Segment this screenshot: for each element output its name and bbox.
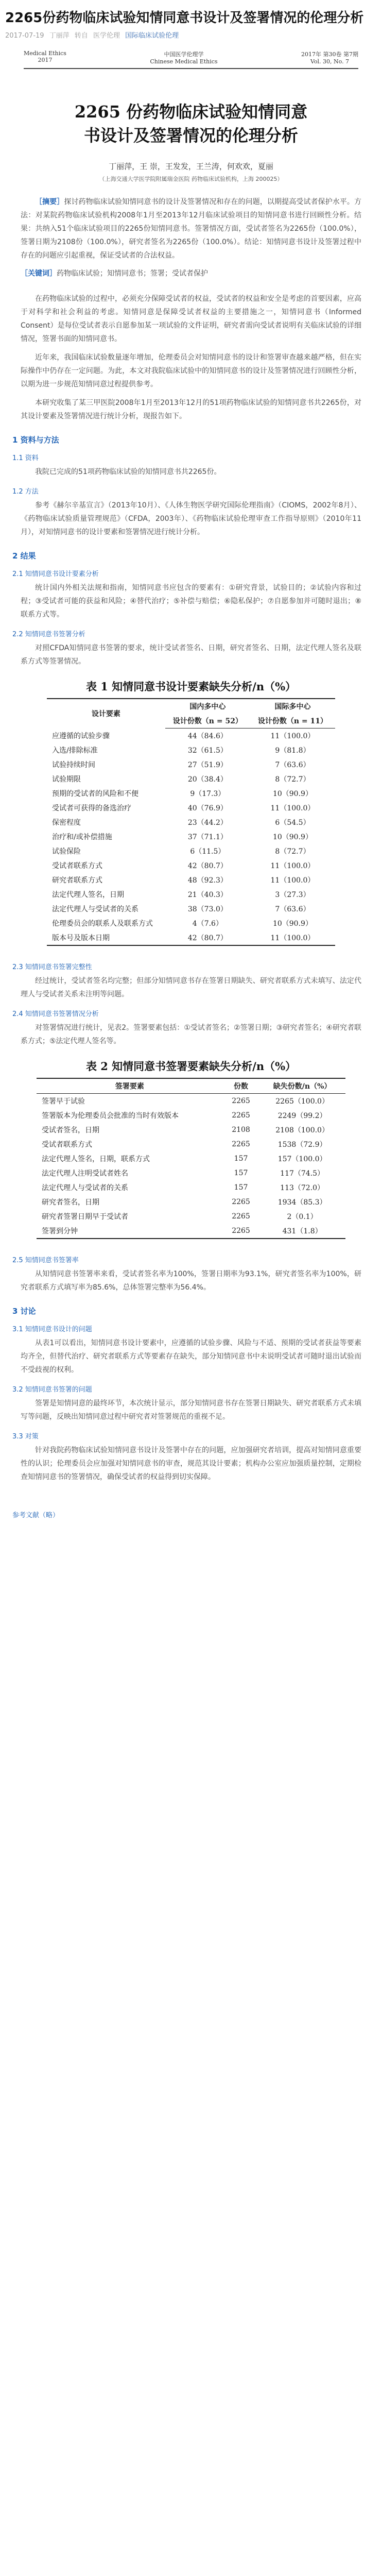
table-1-cell: 42（80.7） [165, 930, 250, 945]
table-1-cell: 3（27.3） [275, 891, 310, 899]
table-1-subheader-domestic: 设计份数（n = 52） [165, 714, 250, 728]
table-1-title: 表 1 知情同意书设计要素缺失分析/n（%） [85, 680, 297, 693]
journal-year: 2017 [38, 57, 53, 63]
table-1-subheader-international: 设计份数（n = 11） [250, 714, 335, 728]
table-2-header-count: 份数 [223, 1078, 259, 1094]
table-1-cell: 应遵循的试验步骤 [52, 732, 110, 740]
subsection-heading: 3.3 对策 [12, 1433, 39, 1440]
table-1-cell: 4（7.6） [192, 920, 223, 928]
table-2-cell: 研究者签署日期早于受试者 [42, 1213, 128, 1221]
table-1-cell: 10（90.9） [272, 833, 312, 841]
article-title-line-2: 书设计及签署情况的伦理分析 [83, 126, 298, 145]
table-2 [37, 1078, 345, 1239]
table-2-cell: 157 [234, 1169, 248, 1177]
post-meta [0, 30, 382, 45]
table-1-cell: 42（80.7） [187, 862, 228, 870]
section-heading: 2 结果 [12, 551, 36, 561]
table-1-cell: 试验保险 [52, 848, 81, 856]
table-1-cell: 试验持续时间 [52, 761, 95, 769]
table-2-cell: 研究者签名，日期 [42, 1198, 99, 1207]
table-2-cell: 签署早于试验 [42, 1097, 85, 1106]
table-2-row [37, 1209, 345, 1224]
post-title: 2265份药物临床试验知情同意书设计及签署情况的伦理分析 [5, 10, 364, 26]
table-2-cell: 2265（100.0） [275, 1097, 329, 1106]
table-2-cell: 157（100.0） [277, 1155, 327, 1163]
table-1-cell: 7（63.6） [275, 761, 310, 769]
journal-header [24, 50, 358, 69]
table-2-cell: 签署版本为伦理委员会批准的当时有效版本 [42, 1112, 179, 1120]
table-1-row [47, 801, 335, 815]
table-1-cell: 保密程度 [52, 819, 81, 827]
intro-paragraph: 近年来，我国临床试验数量逐年增加，伦理委员会对知情同意书的设计和签署审查越来越严格，但在实际操作中仍存在一定问题。为此，本文对我院临床试验中的知情同意书的设计及签署情况进行回顾性分析，以期为进一步规范知情同意过程提供参考。 [21, 353, 361, 388]
table-1-cell: 受试者可获得的备选治疗 [52, 804, 131, 812]
table-2-cell: 法定代理人与受试者的关系 [42, 1184, 128, 1192]
table-1-row [47, 829, 335, 844]
table-1-cell: 6（11.5） [190, 848, 225, 856]
table-2-cell: 2265 [232, 1097, 250, 1105]
table-1-row [47, 930, 335, 945]
table-1-cell: 44（84.6） [187, 732, 228, 740]
table-1-cell: 48（92.3） [187, 876, 228, 885]
section-heading: 1 资料与方法 [12, 435, 59, 445]
table-1-cell: 27（51.9） [187, 761, 228, 769]
table-1-cell: 11（100.0） [250, 930, 335, 945]
table-1-row [47, 743, 335, 757]
section-text: 经过统计，受试者签名均完整；但部分知情同意书存在签署日期缺失、研究者联系方式未填写、法定代理人与受试者关系未注明等问题。 [21, 977, 361, 998]
table-1-cell: 10（90.9） [272, 790, 312, 798]
table-2-cell: 117（74.5） [280, 1170, 325, 1178]
table-2-cell: 1538（72.9） [277, 1141, 327, 1149]
table-1-cell: 7（63.6） [275, 905, 310, 913]
table-1-cell: 9（17.3） [190, 790, 225, 798]
table-1-header-international: 国际多中心 [250, 699, 335, 714]
table-1-cell: 研究者联系方式 [52, 876, 102, 885]
table-2-cell: 签署到分钟 [37, 1224, 223, 1239]
table-1-row [47, 916, 335, 930]
table-1-cell: 37（71.1） [187, 833, 228, 841]
table-1-cell: 治疗和/或补偿措施 [52, 833, 112, 841]
article-title-line-1: 2265 份药物临床试验知情同意 [74, 102, 308, 122]
section-text: 签署是知情同意的最终环节，本次统计显示，部分知情同意书存在签署日期缺失、研究者联系方式未填写等问题，反映出知情同意过程中研究者对签署规范的重视不足。 [21, 1399, 361, 1421]
table-2-cell: 2265 [232, 1212, 250, 1221]
table-1-cell: 6（54.5） [275, 819, 310, 827]
journal-header-left [24, 50, 66, 65]
table-2-cell: 2265 [223, 1224, 259, 1239]
table-2-cell: 2265 [232, 1111, 250, 1120]
section-text: 从表1可以看出，知情同意书设计要素中，应遵循的试验步骤、风险与不适、预期的受试者获益等要素均齐全，但替代治疗、研究者联系方式等要素存在缺失，部分知情同意书中未说明受试者可随时退出试验而不受歧视的权利。 [21, 1339, 361, 1374]
section-heading: 3 讨论 [12, 1307, 36, 1316]
table-1-cell: 受试者联系方式 [52, 862, 102, 870]
table-2-title: 表 2 知情同意书签署要素缺失分析/n（%） [85, 1060, 297, 1073]
table-1-cell: 11（100.0） [270, 732, 315, 740]
table-2-row [37, 1108, 345, 1123]
journal-name-en: Medical Ethics [24, 50, 66, 57]
table-1-cell: 8（72.7） [275, 775, 310, 784]
table-2-cell: 2（0.1） [287, 1213, 318, 1221]
post-category-link[interactable]: 国际临床试验伦理 [125, 32, 179, 40]
intro-paragraph: 本研究收集了某三甲医院2008年1月至2013年12月的51项药物临床试验的知情同意书共2265份，对其设计要素及签署情况进行统计分析，现报告如下。 [21, 399, 361, 420]
subsection-heading: 2.3 知情同意书签署完整性 [12, 963, 92, 971]
table-1-row [47, 887, 335, 902]
abstract-label: ［摘要］ [35, 198, 64, 206]
table-2-row [37, 1166, 345, 1180]
keywords-label: ［关键词］ [21, 269, 57, 278]
post-source: 医学伦理 [93, 32, 120, 40]
table-1-cell: 23（44.2） [187, 819, 228, 827]
table-2-row [37, 1180, 345, 1195]
table-2-row [37, 1224, 345, 1239]
table-1-row [47, 786, 335, 801]
section-text: 对签署情况进行统计，见表2。签署要素包括：①受试者签名；②签署日期；③研究者签名；④研究者联系方式；⑤法定代理人签名等。 [21, 1024, 361, 1045]
table-1-cell: 32（61.5） [187, 747, 228, 755]
journal-volume-cn: 2017年 第30卷 第7期 [301, 51, 358, 58]
table-1-cell: 入选/排除标准 [52, 747, 98, 755]
table-1-row [47, 858, 335, 873]
subsection-heading: 1.1 资料 [12, 454, 39, 462]
table-1-row [47, 844, 335, 858]
table-2-row [37, 1151, 345, 1166]
table-1-cell: 9（81.8） [275, 747, 310, 755]
table-1-cell: 11（100.0） [270, 804, 315, 812]
subsection-heading: 3.2 知情同意书签署的问题 [12, 1386, 92, 1394]
table-1-cell: 21（40.3） [187, 891, 228, 899]
section-text: 参考《赫尔辛基宣言》（2013年10月）、《人体生物医学研究国际伦理指南》（CIOMS，2002年8月）、《药物临床试验质量管理规范》（CFDA，2003年）、《药物临床试验伦理审查工作指导原则》（2010年11月），对知情同意书的设计要素和签署情况进行统计分析。 [21, 501, 361, 536]
table-2-row [37, 1094, 345, 1109]
table-2-cell: 2108 [232, 1126, 250, 1134]
journal-volume-en: Vol. 30, No. 7 [310, 58, 350, 65]
table-1-cell: 8（72.7） [275, 848, 310, 856]
table-2-cell: 113（72.0） [280, 1184, 325, 1192]
table-2-cell: 157 [234, 1155, 248, 1163]
table-1-cell: 法定代理人签名，日期 [52, 891, 124, 899]
table-1-cell: 38（73.0） [187, 905, 228, 913]
table-1-row [47, 815, 335, 829]
table-2-cell: 法定代理人注明受试者姓名 [42, 1170, 128, 1178]
keywords [0, 267, 382, 280]
table-2-row [37, 1137, 345, 1151]
table-1-row [47, 902, 335, 916]
table-2-body [37, 1094, 345, 1239]
table-1-cell: 试验期限 [52, 775, 81, 784]
article-authors: 丁丽萍，王 崇，王发发，王兰涛，何欢欢，夏丽 [109, 162, 273, 171]
table-2-cell: 2265 [232, 1198, 250, 1206]
table-2-header-element: 签署要素 [37, 1078, 223, 1094]
table-2-cell: 157 [234, 1183, 248, 1192]
section-text: 我院已完成的51项药物临床试验的知情同意书共2265份。 [35, 468, 221, 476]
subsection-heading: 2.4 知情同意书签署情况分析 [12, 1010, 99, 1018]
intro-paragraph: 在药物临床试验的过程中，必须充分保障受试者的权益，受试者的权益和安全是考虑的首要因素，应高于对科学和社会利益的考虑。知情同意是保障受试者权益的主要措施之一，知情同意书（Informed Consent）是每位受试者表示自愿参加某一项试验的文件证明，研究者需向受试者说明有关临床试验的详细情况，签署书面的知情同意书。 [21, 295, 361, 343]
post-author: 丁丽萍 [49, 32, 70, 40]
table-1-row [47, 873, 335, 887]
subsection-heading: 3.1 知情同意书设计的问题 [12, 1326, 92, 1333]
table-2-cell: 2265 [232, 1140, 250, 1148]
table-1-body [47, 728, 335, 946]
table-1-row [47, 757, 335, 772]
table-1-cell: 11（100.0） [270, 876, 315, 885]
table-2-cell: 431（1.8） [259, 1224, 345, 1239]
subsection-heading: 2.5 知情同意书签署率 [12, 1257, 79, 1264]
journal-header-right [301, 50, 358, 65]
table-1-header-element: 设计要素 [47, 699, 165, 728]
references-link[interactable]: 参考文献（略） [12, 1512, 60, 1519]
table-2-row [37, 1123, 345, 1137]
table-1-cell: 法定代理人与受试者的关系 [52, 905, 138, 913]
table-1-cell: 20（38.4） [187, 775, 228, 784]
table-2-cell: 法定代理人签名，日期，联系方式 [42, 1155, 150, 1163]
table-1-cell: 40（76.9） [187, 804, 228, 812]
section-text: 对照CFDA知情同意书签署的要求，统计受试者签名、日期，研究者签名、日期，法定代理人签名及联系方式等签署情况。 [21, 644, 361, 666]
subsection-heading: 2.2 知情同意书签署分析 [12, 631, 85, 638]
subsection-heading: 2.1 知情同意书设计要素分析 [12, 570, 99, 578]
article-title [0, 69, 382, 147]
table-1-cell: 伦理委员会的联系人及联系方式 [52, 920, 153, 928]
section-text: 针对我院药物临床试验知情同意书设计及签署中存在的问题，应加强研究者培训，提高对知情同意重要性的认识；伦理委员会应加强对知情同意书的审查，规范其设计要素；机构办公室应加强质量控制，定期检查知情同意书的签署情况，确保受试者的权益得到切实保障。 [21, 1446, 361, 1481]
table-1-row [47, 728, 335, 743]
section-text: 从知情同意书签署率来看，受试者签名率为100%，签署日期率为93.1%，研究者签名率为100%，研究者联系方式填写率为85.6%，总体签署完整率为56.4%。 [21, 1270, 361, 1292]
table-1-cell: 版本号及版本日期 [47, 930, 165, 945]
keywords-text: 药物临床试验；知情同意书；签署；受试者保护 [57, 269, 208, 278]
table-1-cell: 预期的受试者的风险和不便 [52, 790, 138, 798]
table-2-row [37, 1195, 345, 1209]
table-1-cell: 10（90.9） [272, 920, 312, 928]
table-2-cell: 1934（85.3） [277, 1198, 327, 1207]
table-2-cell: 2108（100.0） [275, 1126, 329, 1134]
subsection-heading: 1.2 方法 [12, 488, 39, 496]
table-1-cell: 11（100.0） [270, 862, 315, 870]
table-1-header-domestic: 国内多中心 [165, 699, 250, 714]
table-1 [47, 698, 335, 946]
section-text: 统计国内外相关法规和指南，知情同意书应包含的要素有：①研究背景，试验目的；②试验内容和过程；③受试者可能的获益和风险；④替代治疗；⑤补偿与赔偿；⑥隐私保护；⑦自愿参加并可随时退出；⑧联系方式等。 [21, 584, 361, 619]
table-2-cell: 受试者联系方式 [42, 1141, 92, 1149]
article-affiliation: （上海交通大学医学院附属瑞金医院 药物临床试验机构，上海 200025） [99, 176, 283, 182]
abstract [0, 195, 382, 262]
table-1-row [47, 772, 335, 786]
journal-header-center [150, 50, 217, 65]
abstract-text: 探讨药物临床试验知情同意书的设计及签署情况和存在的问题，以期提高受试者保护水平。方法：对某院药物临床试验机构2008年1月至2013年12月临床试验项目的知情同意书进行回顾性分析。结果：共纳入51个临床试验项目的2265份知情同意书。签署情况方面，受试者签名为2265份（100.0%），签署日期为2108份（100.0%），研究者签名为2265份（100.0%）。结论：知情同意书设计及签署过程中存在的问题应引起重视，保证受试者的合法权益。 [21, 198, 362, 260]
table-2-cell: 受试者签名，日期 [42, 1126, 99, 1134]
post-via: 转自 [74, 32, 88, 40]
table-2-cell: 2249（99.2） [277, 1112, 327, 1120]
post-date: 2017-07-19 [5, 32, 44, 40]
journal-name-cn: 中国医学伦理学 [164, 51, 204, 58]
table-2-header-missing: 缺失份数/n（%） [259, 1078, 345, 1094]
journal-name-en-full: Chinese Medical Ethics [150, 58, 218, 65]
